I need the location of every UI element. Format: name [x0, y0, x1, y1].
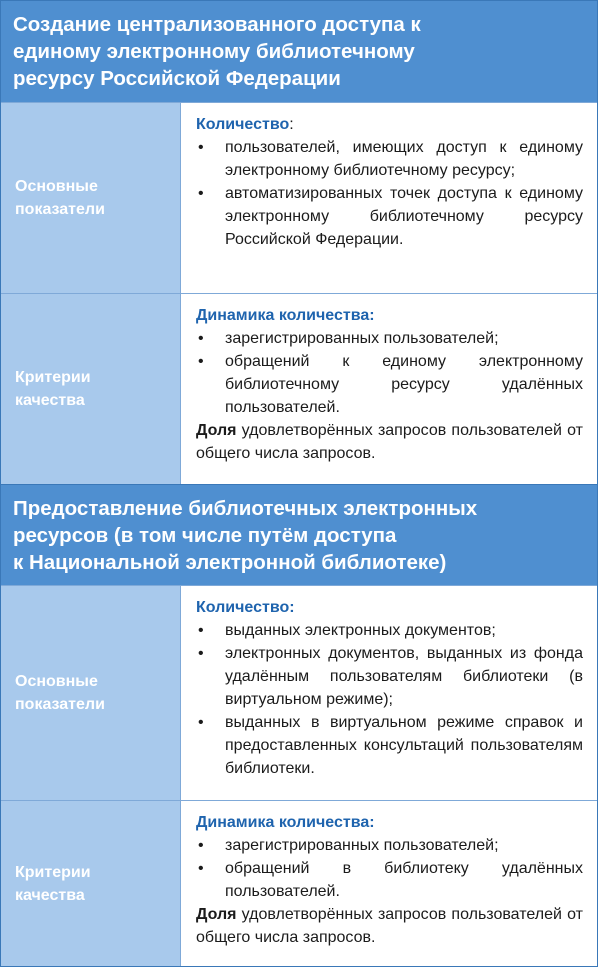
row-label-line-2: показатели [15, 201, 105, 218]
share-note-bold: Доля [196, 906, 237, 923]
content-heading: Динамика количества: [196, 814, 375, 831]
share-note [196, 419, 583, 465]
section-2-title-line-1: Предоставление библиотечных электронных [13, 497, 478, 520]
list-item-text: электронных документов, выданных из фонда удалённым пользователям библиотеки (в виртуальном режиме); [225, 645, 583, 708]
share-note [196, 903, 583, 949]
bullet-list [196, 327, 583, 419]
list-item [196, 136, 583, 182]
section-2-title-line-3: к Национальной электронной библиотеке) [13, 551, 447, 574]
row-label [1, 801, 181, 966]
list-item-text: выданных в виртуальном режиме справок и предоставленных консультаций пользователям библиотеки. [225, 714, 583, 777]
row-label-line-1: Основные [15, 178, 98, 195]
section-1-title-line-1: Создание централизованного доступа к [13, 13, 421, 36]
list-item-text: выданных электронных документов; [225, 622, 496, 639]
row-label-line-1: Критерии [15, 863, 91, 881]
section-1-title-line-2: единому электронному библиотечному [13, 40, 415, 63]
section-1-row-quality-criteria [1, 293, 597, 484]
list-item-text: обращений в библиотеку удалённых пользователей. [225, 860, 583, 900]
content-heading: Количество [196, 116, 290, 133]
row-label [1, 103, 181, 293]
section-1-title-line-3: ресурсу Российской Федерации [13, 67, 341, 90]
section-2-header [1, 484, 597, 585]
content-heading: Количество: [196, 599, 295, 616]
row-label [1, 294, 181, 484]
list-item [196, 711, 583, 780]
section-1-row-main-indicators [1, 102, 597, 293]
list-item-text: пользователей, имеющих доступ к единому электронному библиотечному ресурсу; [225, 139, 583, 179]
section-2-title-line-2: ресурсов (в том числе путём доступа [13, 524, 397, 547]
section-1-header [1, 1, 597, 102]
list-item [196, 834, 583, 857]
row-content [182, 294, 597, 484]
bullet-list [196, 619, 583, 780]
bullet-icon: • [198, 353, 204, 370]
list-item [196, 327, 583, 350]
share-note-text: удовлетворённых запросов пользователей от общего числа запросов. [196, 906, 583, 946]
content-heading: Динамика количества: [196, 307, 375, 324]
row-label-line-2: показатели [15, 696, 105, 713]
section-2-row-main-indicators [1, 585, 597, 800]
bullet-icon: • [198, 837, 204, 854]
bullet-icon: • [198, 860, 204, 877]
bullet-icon: • [198, 714, 204, 731]
bullet-list [196, 136, 583, 251]
content-heading-suffix: : [289, 116, 294, 133]
bullet-list [196, 834, 583, 903]
share-note-text: удовлетворённых запросов пользователей от общего числа запросов. [196, 422, 583, 462]
list-item [196, 857, 583, 903]
list-item [196, 642, 583, 711]
row-label-line-2: качества [15, 886, 85, 904]
list-item-text: зарегистрированных пользователей; [225, 330, 499, 347]
row-label-line-1: Критерии [15, 369, 91, 386]
row-label-line-2: качества [15, 392, 85, 409]
row-content [182, 586, 597, 800]
row-label-line-1: Основные [15, 673, 98, 690]
share-note-bold: Доля [196, 422, 237, 439]
bullet-icon: • [198, 330, 204, 347]
list-item-text: обращений к единому электронному библиотечному ресурсу удалённых пользователей. [225, 353, 583, 416]
bullet-icon: • [198, 139, 204, 156]
section-2-row-quality-criteria [1, 800, 597, 966]
bullet-icon: • [198, 645, 204, 662]
row-label [1, 586, 181, 800]
content-heading-line [196, 113, 583, 136]
list-item [196, 350, 583, 419]
row-content [182, 801, 597, 966]
list-item-text: автоматизированных точек доступа к единому электронному библиотечному ресурсу Российской Федерации. [225, 185, 583, 248]
list-item-text: зарегистрированных пользователей; [225, 837, 499, 854]
list-item [196, 619, 583, 642]
bullet-icon: • [198, 185, 204, 202]
bullet-icon: • [198, 622, 204, 639]
list-item [196, 182, 583, 251]
row-content [182, 103, 597, 293]
